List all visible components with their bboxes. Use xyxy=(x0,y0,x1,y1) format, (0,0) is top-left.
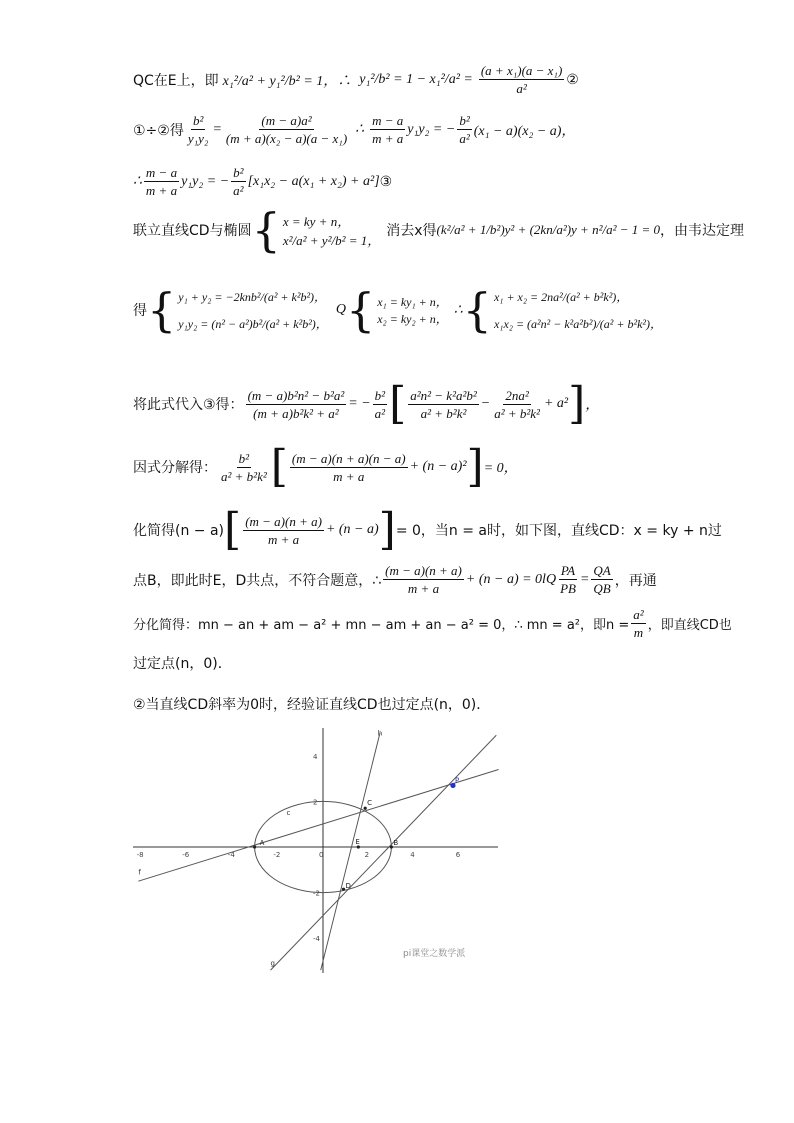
text: ，由韦达定理 xyxy=(660,223,745,239)
denominator: a² xyxy=(516,81,527,96)
points xyxy=(138,729,459,967)
text: = 0，当n = a时，如下图，直线CD：x = ky + n过 xyxy=(395,523,722,539)
line-f xyxy=(138,769,498,881)
denominator: m + a xyxy=(407,581,440,596)
equation-line-7: 因式分解得： $\frac{\text{b²}}{\text{a² + b²k²}}$ [ $\frac{(m - a)(n + a)(n - a)}{m + a}$ + (n − a)² ] = 0， xyxy=(133,441,518,492)
y-tick-label: -2 xyxy=(313,889,320,898)
text-line-12: ②当直线CD斜率为0时，经验证直线CD也过定点(n，0)． xyxy=(133,697,491,713)
numerator: PA xyxy=(560,563,576,578)
denominator: a² + b²k² xyxy=(221,468,267,484)
point-label-E: E xyxy=(355,838,360,846)
fraction xyxy=(370,112,405,147)
numerator: (m − a)b²n² − b²a² xyxy=(247,387,345,403)
y-tick-label: 2 xyxy=(313,798,318,807)
equation-system xyxy=(178,288,328,332)
numerator: (a + x₁)(a − x₁) xyxy=(480,63,563,78)
curve-label-f: f xyxy=(138,868,141,877)
numerator: b² xyxy=(374,387,386,403)
equation-line-5: 得 { y₁ + y₂ = −2knb²/(a² + k²b²)， y₁y₂ = (n² − a²)b²/(a² + k²b²)， Q { x₁ = ky₁ + n， x₂ = ky₂ + n， ∴ { x₁ + x₂ = 2na²/(a² + b²k²)， x₁x₂ = (a²n² − k²a²b²)/(a² + b²k²)， xyxy=(133,283,662,337)
math: y₁y₂ = − xyxy=(407,121,456,137)
x-tick-label: 4 xyxy=(410,851,415,859)
text: 将此式代入③得： xyxy=(133,397,244,413)
math: (x₁ − a)(x₂ − a)， xyxy=(473,123,576,139)
math: + (n − a) xyxy=(325,522,379,537)
text: 因式分解得： xyxy=(133,460,217,476)
system-row: y₁ + y₂ = −2knb²/(a² + k²b²)， xyxy=(178,290,327,304)
fraction xyxy=(457,112,471,147)
math: ∴ xyxy=(133,174,142,189)
y-tick-label: 4 xyxy=(313,752,318,761)
x-tick-label: 6 xyxy=(455,851,461,859)
point-label-C: C xyxy=(367,799,373,808)
system-row: x₁x₂ = (a²n² − k²a²b²)/(a² + b²k²)， xyxy=(493,317,662,331)
line-h xyxy=(321,733,380,970)
math: (k²/a² + 1/b²)y² + (2kn/a²)y + n²/a² − 1 = 0 xyxy=(436,222,661,237)
math: ∴ xyxy=(355,122,365,137)
point-A xyxy=(253,845,256,848)
fraction xyxy=(408,387,479,422)
equation-line-2: ①÷②得 $\frac{\text{b²}}{\text{y₁y₂}}$ = $\frac{\text{(m − a)a²}}{\text{(m + a)(x₂ − a)(a − x₁)}}$ ∴ $\frac{m - a}{m + a}$ y₁y₂ = − $\frac{\text{b²}}{\text{a²}}$ (x₁ − a)(x₂ − a)， xyxy=(133,113,576,146)
equation-line-4: 联立直线CD与椭圆 { x = ky + n， x²/a² + y²/b² = 1， 消去x得 (k²/a² + 1/b²)y² + (2kn/a²)y + n²/a² − 1 = 0 ，由韦达定理 xyxy=(133,203,745,257)
fraction xyxy=(373,387,387,422)
system-row: x₁ + x₂ = 2na²/(a² + b²k²)， xyxy=(493,290,629,304)
math: + a² xyxy=(543,396,569,411)
equation-system xyxy=(377,293,448,327)
math: y₁y₂ = − xyxy=(181,173,230,189)
curve-label-g: g xyxy=(270,959,276,968)
curve-label-c: c xyxy=(286,809,291,818)
denominator: PB xyxy=(560,581,576,596)
equation-line-8: 化简得(n − a) [ $\frac{(m - a)(n + a)}{m + a}$ + (n − a) ] = 0，当n = a时，如下图，直线CD：x = ky + n过 xyxy=(133,504,722,555)
text: 分化简得：mn − an + am − a² + mn − am + an − a² = 0，∴ mn = a²，即n = xyxy=(133,618,630,633)
numerator: b² xyxy=(459,113,470,128)
text: 联立直线CD与椭圆 xyxy=(133,223,252,239)
coordinate-graph xyxy=(133,728,503,973)
numerator: (m − a)(n + a) xyxy=(385,563,462,578)
fraction xyxy=(492,387,542,422)
point-label-D: D xyxy=(345,882,351,891)
numerator: a² xyxy=(633,607,644,622)
text: QC在E上，即 xyxy=(133,72,219,89)
fraction xyxy=(631,606,645,641)
text: 点B，即此时E，D共点，不符合题意，∴ xyxy=(133,572,382,589)
math: = 0， xyxy=(483,461,518,476)
math: + (n − a)² xyxy=(409,459,467,474)
denominator: a² xyxy=(459,131,470,146)
numerator: b² xyxy=(192,113,204,128)
x-tick-label: 2 xyxy=(364,851,370,859)
equation-line-6: 将此式代入③得： $\frac{\text{(m − a)b²n² − b²a²}}{\text{(m + a)b²k² + a²}}$ = − $\frac{\text{b²}}{\text{a²}}$ [ $\frac{\text{a²n² − k²a²b²}}{\text{a² + b²k²}}$ − $\frac{\text{2na²}}{\text{a² + b²k²}}$ + a² ] ， xyxy=(133,378,600,429)
text: 得 xyxy=(133,303,147,319)
point-label-B: B xyxy=(393,839,399,847)
numerator: (m − a)(n + a)(n − a) xyxy=(291,450,406,466)
fraction xyxy=(591,562,612,597)
fraction xyxy=(186,112,211,147)
numerator: 2na² xyxy=(505,387,529,403)
curve-label-h: h xyxy=(377,729,383,738)
math: + (n − a) = 0lQ xyxy=(465,571,557,587)
x-tick-label: -4 xyxy=(227,851,235,859)
numerator: b² xyxy=(238,450,250,466)
fraction xyxy=(558,562,578,597)
math: = − xyxy=(348,396,371,411)
denominator: (m + a)b²k² + a² xyxy=(253,405,339,421)
fraction xyxy=(219,450,269,485)
text: ①÷②得 xyxy=(133,122,184,139)
system-row: x²/a² + y²/b² = 1， xyxy=(282,233,381,248)
text: 化简得(n − a) xyxy=(133,523,225,539)
numerator: (m − a)a² xyxy=(261,113,312,128)
denominator: QB xyxy=(593,581,611,596)
y-tick-label: -4 xyxy=(313,935,320,944)
fraction xyxy=(231,164,245,199)
numerator: a²n² − k²a²b² xyxy=(410,387,477,403)
equation-line-9 xyxy=(133,562,657,597)
system-row: x₁ = ky₁ + n， xyxy=(377,295,448,309)
math: x₁²/a² + y₁²/b² = 1，∴ xyxy=(222,73,352,89)
math: Q xyxy=(335,302,346,317)
numerator: (m − a)(n + a) xyxy=(245,513,322,529)
circled-number: ③ xyxy=(379,173,393,190)
x-tick-label: 0 xyxy=(319,851,324,859)
fraction xyxy=(246,387,347,422)
system-row: y₁y₂ = (n² − a²)b²/(a² + k²b²)， xyxy=(178,317,328,331)
equation-line-10 xyxy=(133,606,732,641)
equation-system xyxy=(494,288,662,332)
point-label-P: P xyxy=(454,776,460,785)
fraction xyxy=(144,164,179,199)
denominator: (m + a)(x₂ − a)(a − x₁) xyxy=(225,131,348,146)
denominator: y₁y₂ xyxy=(187,131,209,146)
system-row: x₂ = ky₂ + n， xyxy=(377,312,448,326)
denominator: a² xyxy=(233,183,244,198)
denominator: a² + b²k² xyxy=(494,405,540,421)
numerator: m − a xyxy=(372,113,404,128)
line-g xyxy=(271,735,497,970)
x-tick-label: -2 xyxy=(273,851,281,859)
denominator: a² xyxy=(374,405,386,421)
equation-system xyxy=(283,211,380,249)
denominator: m + a xyxy=(267,531,300,547)
fraction xyxy=(383,562,464,597)
math: = xyxy=(579,571,590,587)
text: 消去x得 xyxy=(386,223,437,239)
x-tick-label: -6 xyxy=(182,851,190,859)
text-line-11: 过定点(n，0)． xyxy=(133,656,232,672)
tick-labels xyxy=(137,753,461,943)
denominator: m + a xyxy=(145,183,178,198)
equation-line-3 xyxy=(133,164,392,199)
denominator: a² + b²k² xyxy=(420,405,467,421)
math: y₁²/b² = 1 − x₁²/a² = xyxy=(359,71,473,87)
watermark: pi课堂之数学派 xyxy=(403,949,466,959)
circled-number: ② xyxy=(566,71,579,88)
fraction xyxy=(479,62,564,97)
numerator: QA xyxy=(593,563,611,578)
math: [x₁x₂ − a(x₁ + x₂) + a²] xyxy=(247,173,380,189)
equation-line-1 xyxy=(133,62,579,97)
point-label-A: A xyxy=(259,839,265,847)
fraction xyxy=(224,112,349,147)
numerator: b² xyxy=(233,165,244,180)
x-tick-label: -8 xyxy=(136,851,144,859)
system-row: x = ky + n， xyxy=(282,214,351,229)
denominator: m + a xyxy=(372,131,404,146)
denominator: m + a xyxy=(333,468,365,484)
fraction xyxy=(243,513,324,548)
denominator: m xyxy=(633,625,644,640)
text: ，即直线CD也 xyxy=(647,618,732,633)
fraction xyxy=(290,450,408,485)
numerator: m − a xyxy=(145,165,178,180)
math: ∴ xyxy=(453,302,463,318)
text: ，再通 xyxy=(614,572,657,589)
